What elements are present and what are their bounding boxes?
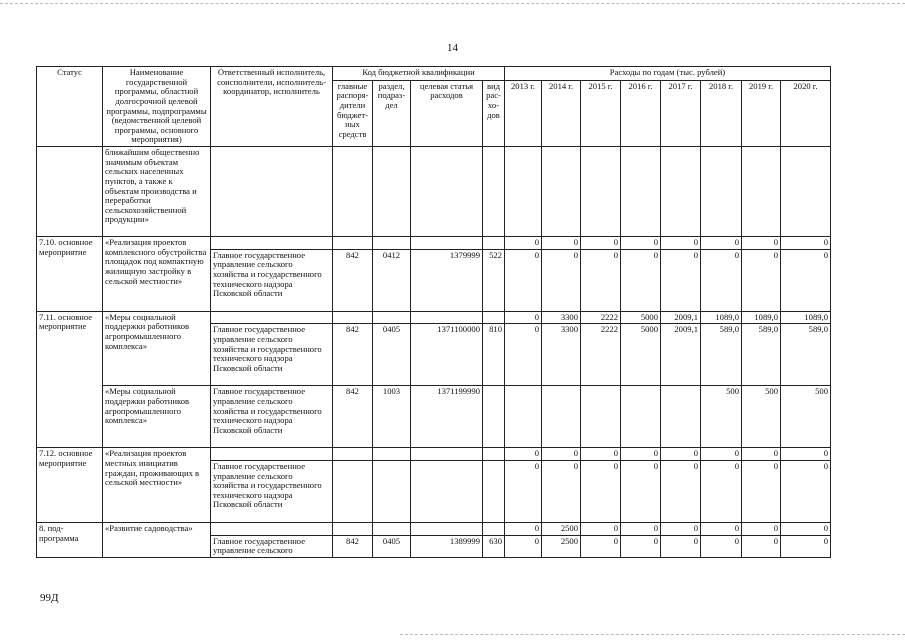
header-budget-code: Код бюджетной квалификации [333,67,505,81]
empty-cell [411,311,483,324]
table-cell: 0 [661,460,701,522]
scan-edge-bottom [400,634,905,635]
table-cell: 0 [505,448,542,461]
table-cell: 1003 [373,386,411,448]
table-cell: 0 [701,522,742,535]
table-cell: 0 [581,460,621,522]
table-cell: 0 [581,522,621,535]
table-cell: 0412 [373,249,411,311]
table-cell: 0 [621,237,661,250]
table-cell: 1089,0 [742,311,781,324]
empty-cell [211,237,333,250]
table-cell: 0 [701,535,742,557]
table-cell: 1089,0 [781,311,831,324]
table-cell: 0 [542,249,581,311]
table-cell: 1089,0 [701,311,742,324]
header-target-article: целевая статья расходов [411,80,483,146]
table-cell: 2500 [542,535,581,557]
header-executor: Ответственный исполнитель, соисполнители, исполнитель-координатор, исполнитель [211,67,333,147]
row-executor: Главное государственное управление сельского хозяйства и государственного технического надзора Псковской области [211,324,333,386]
empty-cell [581,147,621,237]
table-cell: 0 [581,448,621,461]
table-cell: 0 [742,460,781,522]
table-row [37,386,831,448]
header-year: 2020 г. [781,80,831,146]
header-year: 2019 г. [742,80,781,146]
table-cell: 0 [661,448,701,461]
row-name: «Реализация проектов комплексного обустройства площадок под компактную жилищную застройку в сельской местности» [103,237,211,312]
table-cell: 0 [742,522,781,535]
table-cell: 589,0 [701,324,742,386]
header-year: 2015 г. [581,80,621,146]
table-cell [483,460,505,522]
header-expenses: Расходы по годам (тыс. рублей) [505,67,831,81]
table-row [37,311,831,324]
table-cell: 0 [581,535,621,557]
row-status: 7.11. основное мероприятие [37,311,103,448]
empty-cell [411,147,483,237]
footer-code: 99Д [40,592,59,604]
table-cell: 0 [701,460,742,522]
row-executor: Главное государственное управление сельского хозяйства и государственного технического надзора Псковской области [211,386,333,448]
table-cell: 0 [542,460,581,522]
table-cell: 0 [781,249,831,311]
empty-cell [37,147,103,237]
table-cell: 0 [505,311,542,324]
table-cell: 0 [661,535,701,557]
empty-cell [333,311,373,324]
table-cell: 1389999 [411,535,483,557]
header-section: раздел, подраз-дел [373,80,411,146]
empty-cell [411,522,483,535]
table-cell: 0 [701,448,742,461]
empty-cell [373,522,411,535]
table-cell: 0 [742,535,781,557]
table-cell: 810 [483,324,505,386]
page-number: 14 [447,42,458,54]
table-cell: 0 [505,522,542,535]
table-cell: 0 [542,237,581,250]
row-executor: Главное государственное управление сельского хозяйства и государственного технического надзора Псковской области [211,460,333,522]
table-cell: 0 [661,237,701,250]
header-status: Статус [37,67,103,147]
table-row [37,448,831,461]
table-cell: 0 [661,249,701,311]
table-cell: 3300 [542,324,581,386]
table-cell: 0 [701,237,742,250]
table-cell [333,460,373,522]
table-cell: 0 [621,448,661,461]
table-cell: 0 [505,324,542,386]
header-expense-type: вид рас-хо-дов [483,80,505,146]
row-status: 8. под-программа [37,522,103,557]
empty-cell [411,237,483,250]
table-cell: 2222 [581,311,621,324]
table-cell [411,460,483,522]
empty-cell [411,448,483,461]
row-name: «Меры социальной поддержки работников агропромышленного комплекса» [103,386,211,448]
table-cell: 0 [621,249,661,311]
table-cell: 0 [781,448,831,461]
header-year: 2016 г. [621,80,661,146]
row-name: «Развитие садоводства» [103,522,211,557]
empty-cell [373,147,411,237]
empty-cell [373,237,411,250]
empty-cell [211,311,333,324]
table-cell: 0 [621,460,661,522]
header-name: Наименование государственной программы, областной долгосрочной целевой программы, подпрограммы (ведомственной целевой программы, основного мероприятия) [103,67,211,147]
table-cell: 0 [661,522,701,535]
header-grbs: главные распоря-дители бюджет-ных средств [333,80,373,146]
table-cell: 500 [781,386,831,448]
table-cell: 500 [742,386,781,448]
table-cell: 5000 [621,324,661,386]
table-cell: 0 [581,237,621,250]
table-cell: 0 [621,522,661,535]
table-cell: 0405 [373,324,411,386]
empty-cell [211,448,333,461]
empty-cell [661,147,701,237]
table-cell: 630 [483,535,505,557]
scan-edge-top [0,3,905,4]
table-cell: 1379999 [411,249,483,311]
table-row [37,147,831,237]
table-cell: 0 [781,460,831,522]
empty-cell [701,147,742,237]
table-cell: 0 [742,249,781,311]
table-cell [621,386,661,448]
empty-cell [483,522,505,535]
table-cell [542,386,581,448]
table-cell: 2222 [581,324,621,386]
budget-table [36,66,831,558]
table-cell: 842 [333,249,373,311]
table-cell: 0 [505,535,542,557]
table-cell: 589,0 [781,324,831,386]
table-cell: 522 [483,249,505,311]
table-cell: 0 [505,237,542,250]
table-cell: 0 [581,249,621,311]
table-cell [483,386,505,448]
row-name: «Реализация проектов местных инициатив граждан, проживающих в сельской местности» [103,448,211,523]
header-year: 2014 г. [542,80,581,146]
table-cell: 589,0 [742,324,781,386]
empty-cell [333,448,373,461]
empty-cell [373,311,411,324]
empty-cell [781,147,831,237]
table-cell: 0 [701,249,742,311]
table-cell: 0 [742,237,781,250]
header-year: 2017 г. [661,80,701,146]
table-cell: 0 [781,535,831,557]
header-year: 2013 г. [505,80,542,146]
empty-cell [211,147,333,237]
table-cell: 5000 [621,311,661,324]
table-cell [373,460,411,522]
empty-cell [373,448,411,461]
table-cell: 842 [333,535,373,557]
empty-cell [621,147,661,237]
empty-cell [505,147,542,237]
row-name: «Меры социальной поддержки работников агропромышленного комплекса» [103,311,211,386]
empty-cell [742,147,781,237]
header-row-1 [37,67,831,81]
table-row [37,237,831,250]
table-cell: 0 [505,249,542,311]
table-cell: 3300 [542,311,581,324]
table-cell: 842 [333,386,373,448]
empty-cell [211,522,333,535]
table-cell: 0 [542,448,581,461]
empty-cell [483,147,505,237]
empty-cell [483,448,505,461]
table-cell: 0 [781,237,831,250]
table-cell: 0 [505,460,542,522]
table-cell [581,386,621,448]
row-status: 7.12. основное мероприятие [37,448,103,523]
row-status: 7.10. основное мероприятие [37,237,103,312]
empty-cell [542,147,581,237]
header-year: 2018 г. [701,80,742,146]
row-executor: Главное государственное управление сельского хозяйства и государственного технического надзора Псковской области [211,249,333,311]
table-cell: 0405 [373,535,411,557]
table-cell: 2500 [542,522,581,535]
table-cell [661,386,701,448]
empty-cell [483,237,505,250]
table-cell: 0 [742,448,781,461]
table-cell: 842 [333,324,373,386]
table-row [37,522,831,535]
table-cell: 1371199990 [411,386,483,448]
empty-cell [333,147,373,237]
table-cell [505,386,542,448]
table-cell: 0 [621,535,661,557]
table-cell: 0 [781,522,831,535]
empty-cell [333,522,373,535]
table-cell: 500 [701,386,742,448]
row-executor: Главное государственное управление сельского [211,535,333,557]
empty-cell [483,311,505,324]
table-cell: 2009,1 [661,324,701,386]
table-cell: 2009,1 [661,311,701,324]
table-cell: 1371100000 [411,324,483,386]
row-name: ближайшим общественно значимым объектам сельских населенных пунктов, а также к объектам производства и переработки сельскохозяйственной продукции» [103,147,211,237]
empty-cell [333,237,373,250]
